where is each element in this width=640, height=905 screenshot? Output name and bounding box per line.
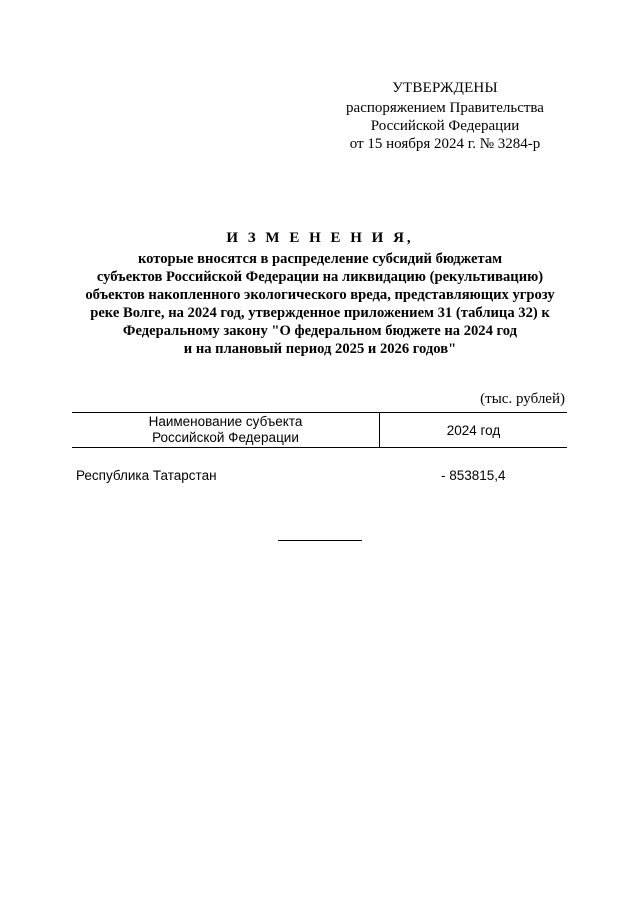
header-subject-line-1: Наименование субъекта <box>148 414 303 429</box>
header-subject-line-2: Российской Федерации <box>152 430 299 445</box>
end-divider <box>278 540 362 541</box>
subtitle-line-3: объектов накопленного экологического вреда, представляющих угрозу <box>85 287 555 303</box>
subtitle-line-2: субъектов Российской Федерации на ликвидацию (рекультивацию) <box>96 269 544 285</box>
subtitle-line-4: реке Волге, на 2024 год, утвержденное приложением 31 (таблица 32) к <box>90 305 550 321</box>
document-subtitle <box>60 250 580 358</box>
units-label: (тыс. рублей) <box>480 391 565 407</box>
approval-line-3: от 15 ноября 2024 г. № 3284-р <box>349 136 541 152</box>
table-header <box>72 412 567 448</box>
header-subject-name <box>72 413 380 447</box>
row-subject-name: Республика Татарстан <box>76 468 217 483</box>
header-year: 2024 год <box>446 422 501 438</box>
approval-heading: УТВЕРЖДЕНЫ <box>392 80 498 96</box>
approval-line-2: Российской Федерации <box>370 118 520 134</box>
row-value: - 853815,4 <box>441 468 506 483</box>
subtitle-line-5: Федеральному закону "О федеральном бюджете на 2024 год <box>122 323 518 339</box>
approval-line-1: распоряжением Правительства <box>346 100 544 116</box>
table-row <box>76 467 567 485</box>
subtitle-line-6: и на плановый период 2025 и 2026 годов" <box>183 341 457 357</box>
document-title: И З М Е Н Е Н И Я, <box>226 230 414 246</box>
approval-block <box>330 79 560 153</box>
subtitle-line-1: которые вносятся в распределение субсидий бюджетам <box>137 251 503 267</box>
